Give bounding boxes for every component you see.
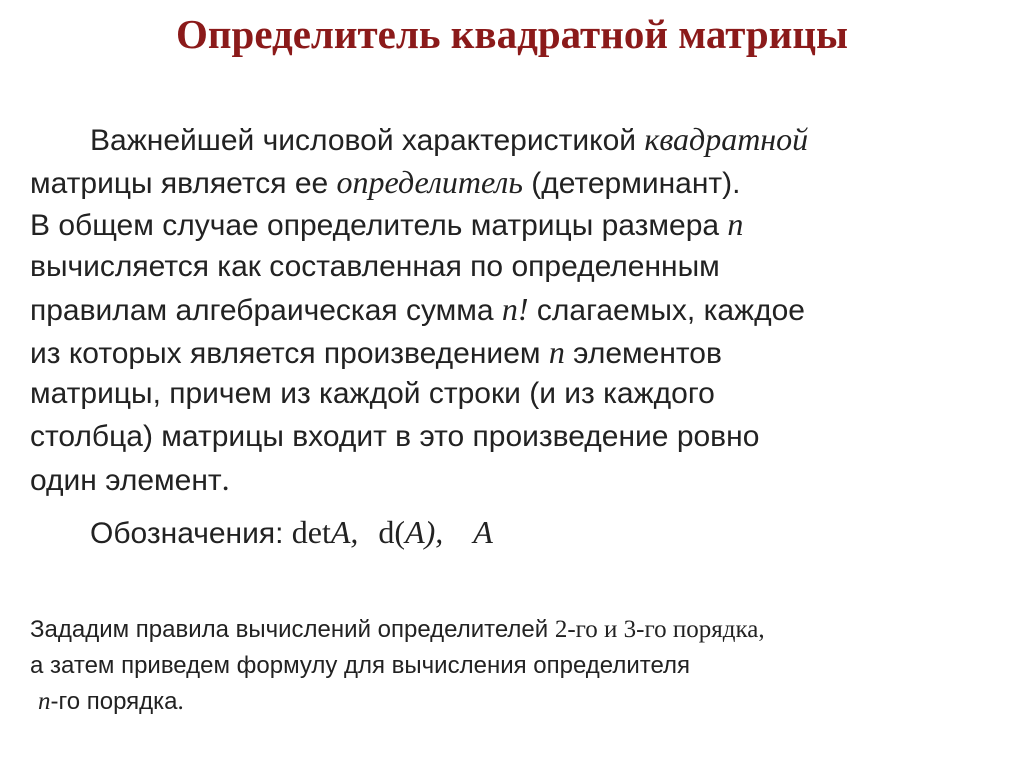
emphasis-square: квадратной — [644, 121, 809, 157]
text-segment: . — [177, 688, 184, 715]
paragraph-line-6 — [30, 331, 1010, 374]
footer-line-3 — [30, 684, 1020, 720]
text-segment: Важнейшей числовой характеристикой — [90, 124, 645, 157]
d-function: d( — [378, 514, 406, 550]
footer-line-1 — [30, 612, 1020, 648]
text-segment: матрицы, причем из каждой строки (и из каждого — [30, 377, 715, 410]
paragraph-line-5 — [30, 288, 1010, 331]
text-segment: 2-го и 3-го порядка, — [554, 616, 765, 643]
matrix-symbol: A), — [405, 514, 444, 550]
text-segment: один элемент — [30, 464, 222, 497]
notation-label: Обозначения: — [90, 517, 292, 550]
definition-paragraph — [30, 118, 1010, 501]
variable-n: n — [38, 688, 51, 715]
text-segment: элементов — [564, 336, 722, 370]
emphasis-determinant: определитель — [336, 163, 523, 200]
text-segment: В общем случае определитель матрицы размера — [30, 209, 728, 242]
variable-n-factorial: n! — [501, 291, 529, 327]
footer-paragraph — [30, 612, 1020, 720]
text-segment: -го порядка — [50, 688, 178, 715]
paragraph-line-1 — [30, 118, 1010, 161]
text-segment: столбца) матрицы входит в это произведение ровно — [30, 419, 760, 453]
text-segment: а затем приведем формулу для вычисления определителя — [30, 652, 691, 679]
text-segment: . — [221, 461, 230, 497]
text-segment: слагаемых, каждое — [528, 294, 805, 327]
matrix-symbol: A, — [330, 514, 359, 550]
paragraph-line-4 — [30, 246, 1010, 289]
det-function: det — [291, 514, 331, 550]
variable-n: n — [548, 333, 565, 370]
paragraph-line-8 — [30, 416, 1010, 459]
variable-n: n — [727, 206, 744, 242]
slide-title: Определитель квадратной матрицы — [176, 11, 848, 57]
paragraph-line-2 — [30, 161, 1010, 204]
text-segment: из которых является произведением — [30, 336, 549, 370]
text-segment: правилам алгебраическая сумма — [30, 294, 502, 327]
paragraph-line-9 — [30, 458, 1010, 501]
text-segment: матрицы является ее — [30, 166, 337, 200]
text-segment: (детерминант). — [522, 166, 741, 200]
text-segment: вычисляется как составленная по определенным — [30, 249, 720, 283]
paragraph-line-3 — [30, 203, 1010, 246]
matrix-symbol: A — [473, 514, 493, 550]
notation-line — [90, 514, 493, 551]
footer-line-2 — [30, 648, 1020, 684]
paragraph-line-7 — [30, 373, 1010, 416]
text-segment: Зададим правила вычислений определителей — [30, 616, 555, 643]
